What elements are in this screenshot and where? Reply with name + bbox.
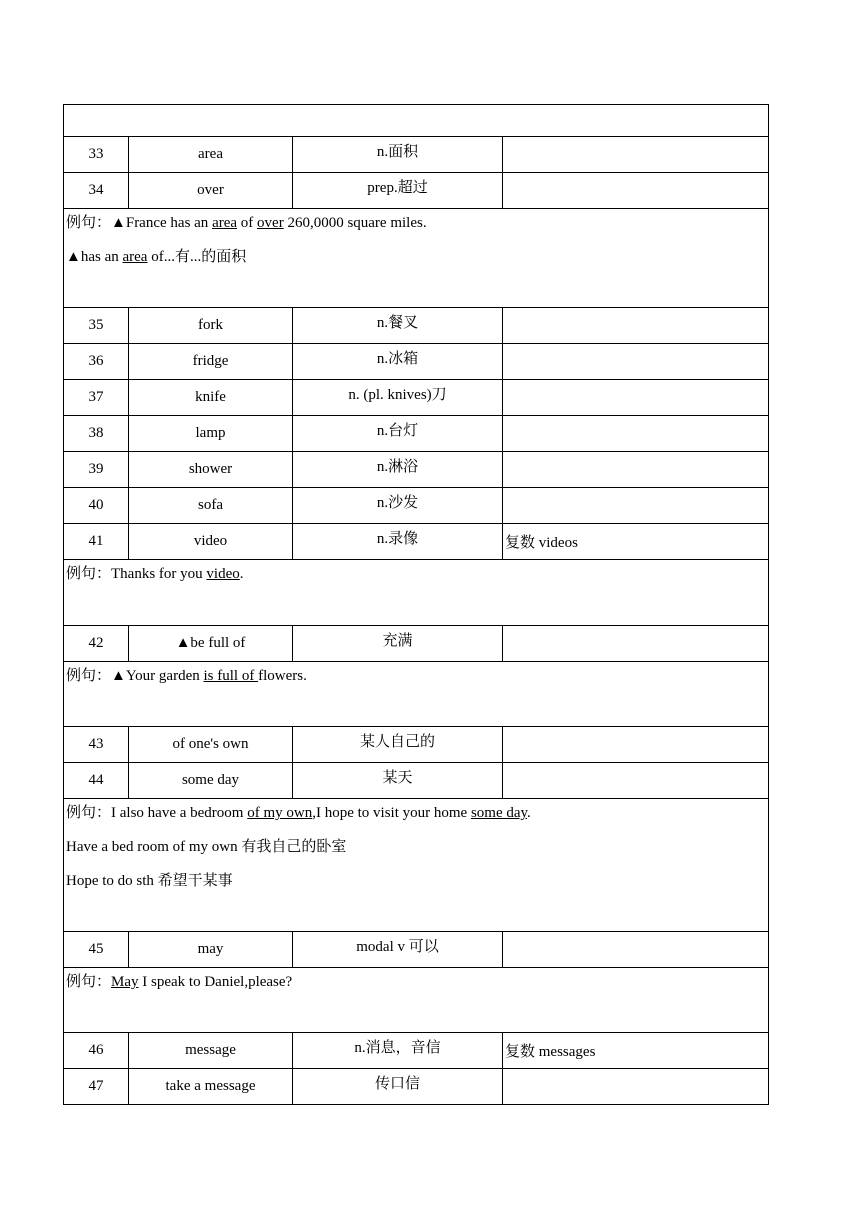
example-line (66, 560, 768, 594)
row-note (503, 452, 769, 488)
row-word: some day (129, 763, 293, 799)
row-number: 47 (64, 1069, 129, 1105)
row-meaning: 某人自己的 (293, 727, 503, 763)
empty-cell (64, 105, 769, 137)
example-line (66, 799, 768, 833)
row-word: ▲be full of (129, 626, 293, 662)
row-word: lamp (129, 416, 293, 452)
example-line (66, 243, 768, 277)
row-word: fridge (129, 344, 293, 380)
example-text: 260,0000 square miles. (283, 215, 427, 231)
row-number: 39 (64, 452, 129, 488)
table-row (64, 416, 769, 452)
row-number: 33 (64, 137, 129, 173)
row-note (503, 727, 769, 763)
row-number: 44 (64, 763, 129, 799)
row-meaning: 某天 (293, 763, 503, 799)
table-row (64, 1069, 769, 1105)
row-number: 41 (64, 524, 129, 560)
row-note (503, 416, 769, 452)
example-line (66, 968, 768, 1002)
row-meaning: n.沙发 (293, 488, 503, 524)
example-cell (64, 560, 769, 626)
row-meaning: 充满 (293, 626, 503, 662)
row-word: fork (129, 308, 293, 344)
example-cell (64, 968, 769, 1033)
underlined-word: area (212, 215, 238, 231)
row-note (503, 308, 769, 344)
table-row (64, 308, 769, 344)
vocabulary-table (63, 104, 769, 1105)
row-word: of one's own (129, 727, 293, 763)
row-number: 35 (64, 308, 129, 344)
row-number: 42 (64, 626, 129, 662)
example-line (66, 209, 768, 243)
example-row (64, 560, 769, 626)
table-row (64, 488, 769, 524)
example-text: ,I hope to visit your home (312, 805, 471, 821)
row-number: 43 (64, 727, 129, 763)
example-text: of (237, 215, 258, 231)
table-row (64, 727, 769, 763)
row-note (503, 1069, 769, 1105)
underlined-word: area (122, 249, 148, 265)
row-meaning: prep.超过 (293, 173, 503, 209)
example-text: 例句：▲Your garden (66, 668, 204, 684)
row-number: 38 (64, 416, 129, 452)
row-note (503, 488, 769, 524)
row-meaning: n.冰箱 (293, 344, 503, 380)
table-row (64, 524, 769, 560)
row-word: knife (129, 380, 293, 416)
row-word: message (129, 1033, 293, 1069)
row-number: 34 (64, 173, 129, 209)
example-row (64, 209, 769, 308)
table-row (64, 763, 769, 799)
table-row (64, 344, 769, 380)
example-text: ▲has an (66, 249, 123, 265)
row-word: may (129, 932, 293, 968)
row-word: over (129, 173, 293, 209)
row-meaning: n.面积 (293, 137, 503, 173)
row-note: 复数 videos (503, 524, 769, 560)
row-meaning: n. (pl. knives)刀 (293, 380, 503, 416)
row-number: 36 (64, 344, 129, 380)
row-meaning: n.消息，音信 (293, 1033, 503, 1069)
example-text: . (239, 566, 244, 582)
row-word: shower (129, 452, 293, 488)
underlined-word: some day (470, 805, 528, 821)
example-text: I speak to Daniel,please? (138, 974, 293, 990)
example-line (66, 662, 768, 696)
table-row (64, 380, 769, 416)
row-word: area (129, 137, 293, 173)
row-meaning: n.录像 (293, 524, 503, 560)
underlined-word: over (257, 215, 284, 231)
row-note (503, 344, 769, 380)
table-row (64, 626, 769, 662)
table-row (64, 1033, 769, 1069)
row-meaning: modal v 可以 (293, 932, 503, 968)
row-word: take a message (129, 1069, 293, 1105)
underlined-word: of my own (247, 805, 313, 821)
example-line: Have a bed room of my own 有我自己的卧室 (66, 839, 347, 855)
row-note (503, 932, 769, 968)
row-word: video (129, 524, 293, 560)
table-row (64, 452, 769, 488)
example-text: flowers. (258, 668, 307, 684)
example-text: 例句：Thanks for you (66, 566, 207, 582)
underlined-word: is full of (203, 668, 259, 684)
row-word: sofa (129, 488, 293, 524)
table-row (64, 173, 769, 209)
example-row (64, 968, 769, 1033)
example-text: . (527, 805, 531, 821)
row-number: 40 (64, 488, 129, 524)
underlined-word: video (206, 566, 240, 582)
example-line: Hope to do sth 希望干某事 (66, 873, 233, 889)
row-note (503, 626, 769, 662)
example-cell (64, 209, 769, 308)
example-row (64, 662, 769, 727)
underlined-word: May (111, 974, 139, 990)
row-number: 46 (64, 1033, 129, 1069)
row-meaning: 传口信 (293, 1069, 503, 1105)
example-text: 例句： (66, 974, 112, 990)
row-note (503, 137, 769, 173)
example-cell (64, 662, 769, 727)
row-meaning: n.餐叉 (293, 308, 503, 344)
row-note (503, 173, 769, 209)
row-note: 复数 messages (503, 1033, 769, 1069)
example-text: 例句：▲France has an (66, 215, 213, 231)
example-text: of...有...的面积 (147, 249, 247, 265)
row-number: 37 (64, 380, 129, 416)
example-row (64, 799, 769, 932)
table-row (64, 137, 769, 173)
table-row-empty-top (64, 105, 769, 137)
row-number: 45 (64, 932, 129, 968)
table-row (64, 932, 769, 968)
example-text: 例句：I also have a bedroom (66, 805, 248, 821)
row-note (503, 763, 769, 799)
row-meaning: n.淋浴 (293, 452, 503, 488)
row-meaning: n.台灯 (293, 416, 503, 452)
row-note (503, 380, 769, 416)
example-cell (64, 799, 769, 932)
